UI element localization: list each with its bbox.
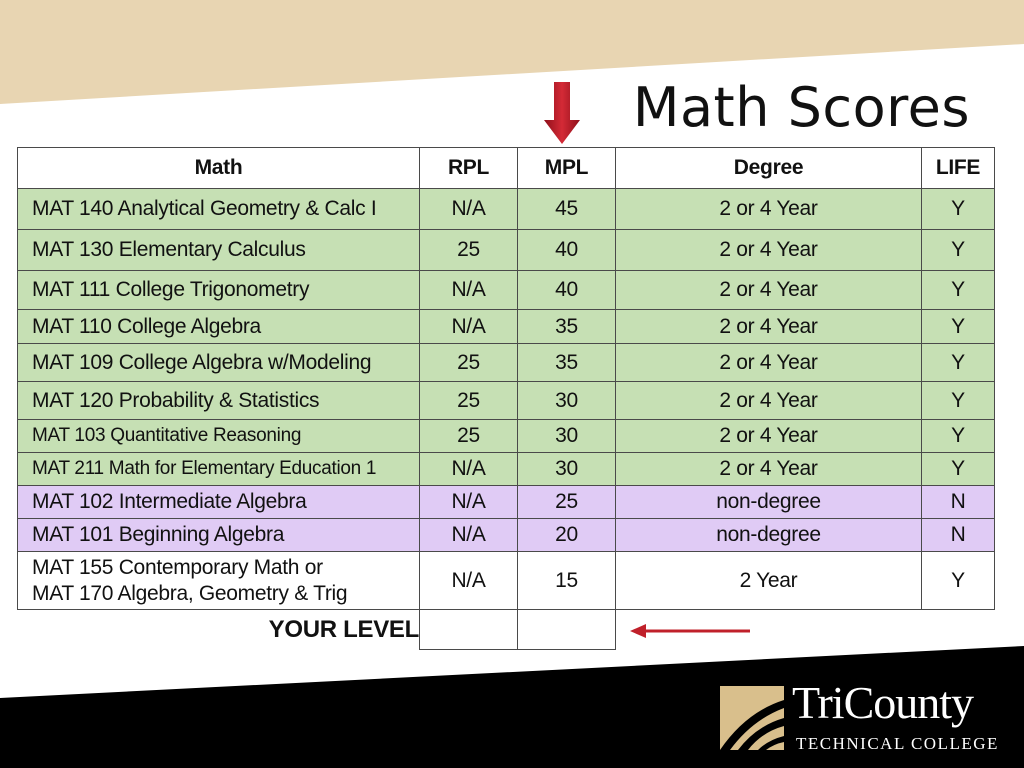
degree-cell: non-degree xyxy=(616,486,922,519)
life-cell: Y xyxy=(922,344,995,382)
rpl-cell: N/A xyxy=(420,271,518,310)
header-math: Math xyxy=(18,148,420,189)
course-cell: MAT 110 College Algebra xyxy=(18,310,420,344)
rpl-cell: 25 xyxy=(420,382,518,420)
course-line-2: MAT 170 Algebra, Geometry & Trig xyxy=(32,581,348,605)
course-line-1: MAT 155 Contemporary Math or xyxy=(32,555,323,579)
degree-cell: 2 or 4 Year xyxy=(616,230,922,271)
life-cell: Y xyxy=(922,382,995,420)
mpl-cell: 30 xyxy=(518,420,616,453)
degree-cell: 2 or 4 Year xyxy=(616,344,922,382)
header-rpl: RPL xyxy=(420,148,518,189)
mpl-cell: 15 xyxy=(518,552,616,610)
mpl-cell: 40 xyxy=(518,230,616,271)
life-cell: N xyxy=(922,486,995,519)
logo-name: TriCounty xyxy=(792,677,974,728)
table-row xyxy=(18,453,995,486)
mpl-cell: 30 xyxy=(518,453,616,486)
mpl-cell: 35 xyxy=(518,344,616,382)
course-cell xyxy=(18,552,420,610)
course-cell: MAT 211 Math for Elementary Education 1 xyxy=(18,453,420,486)
mpl-cell: 25 xyxy=(518,486,616,519)
logo-subtitle: TECHNICAL COLLEGE xyxy=(796,734,999,753)
life-cell: Y xyxy=(922,189,995,230)
table-row xyxy=(18,344,995,382)
course-cell: MAT 111 College Trigonometry xyxy=(18,271,420,310)
table-row xyxy=(18,382,995,420)
rpl-cell: N/A xyxy=(420,519,518,552)
life-cell: Y xyxy=(922,552,995,610)
header-life: LIFE xyxy=(922,148,995,189)
life-cell: Y xyxy=(922,310,995,344)
mpl-cell: 35 xyxy=(518,310,616,344)
course-cell: MAT 102 Intermediate Algebra xyxy=(18,486,420,519)
mpl-cell: 40 xyxy=(518,271,616,310)
course-cell: MAT 120 Probability & Statistics xyxy=(18,382,420,420)
rpl-cell: N/A xyxy=(420,486,518,519)
rpl-cell: N/A xyxy=(420,310,518,344)
table-row xyxy=(18,486,995,519)
tricounty-logo xyxy=(720,677,1010,756)
your-rpl-box[interactable] xyxy=(420,610,518,650)
logo-mark-icon xyxy=(720,686,784,750)
degree-cell: 2 or 4 Year xyxy=(616,189,922,230)
degree-cell: non-degree xyxy=(616,519,922,552)
header-degree: Degree xyxy=(616,148,922,189)
life-cell: Y xyxy=(922,420,995,453)
left-arrow-icon xyxy=(630,619,754,643)
degree-cell: 2 or 4 Year xyxy=(616,310,922,344)
course-cell: MAT 130 Elementary Calculus xyxy=(18,230,420,271)
life-cell: Y xyxy=(922,271,995,310)
degree-cell: 2 or 4 Year xyxy=(616,382,922,420)
table-row xyxy=(18,519,995,552)
table-row xyxy=(18,310,995,344)
page-title: Math Scores xyxy=(632,76,970,139)
life-cell: Y xyxy=(922,230,995,271)
math-scores-table xyxy=(17,147,995,650)
course-cell: MAT 103 Quantitative Reasoning xyxy=(18,420,420,453)
life-cell: N xyxy=(922,519,995,552)
rpl-cell: N/A xyxy=(420,189,518,230)
rpl-cell: N/A xyxy=(420,453,518,486)
mpl-cell: 30 xyxy=(518,382,616,420)
your-level-row xyxy=(18,610,995,650)
table-header-row xyxy=(18,148,995,189)
course-cell: MAT 101 Beginning Algebra xyxy=(18,519,420,552)
table-row xyxy=(18,230,995,271)
degree-cell: 2 or 4 Year xyxy=(616,420,922,453)
rpl-cell: 25 xyxy=(420,230,518,271)
your-mpl-box[interactable] xyxy=(518,610,616,650)
degree-cell: 2 or 4 Year xyxy=(616,271,922,310)
table-row xyxy=(18,189,995,230)
empty-cell xyxy=(922,610,995,650)
table-row xyxy=(18,420,995,453)
your-level-label: YOUR LEVEL xyxy=(268,615,419,643)
rpl-cell: N/A xyxy=(420,552,518,610)
table-row xyxy=(18,552,995,610)
life-cell: Y xyxy=(922,453,995,486)
course-cell: MAT 140 Analytical Geometry & Calc I xyxy=(18,189,420,230)
course-cell: MAT 109 College Algebra w/Modeling xyxy=(18,344,420,382)
degree-cell: 2 Year xyxy=(616,552,922,610)
rpl-cell: 25 xyxy=(420,344,518,382)
down-arrow-icon xyxy=(542,82,582,146)
degree-cell: 2 or 4 Year xyxy=(616,453,922,486)
header-mpl: MPL xyxy=(518,148,616,189)
mpl-cell: 20 xyxy=(518,519,616,552)
rpl-cell: 25 xyxy=(420,420,518,453)
table-row xyxy=(18,271,995,310)
mpl-cell: 45 xyxy=(518,189,616,230)
